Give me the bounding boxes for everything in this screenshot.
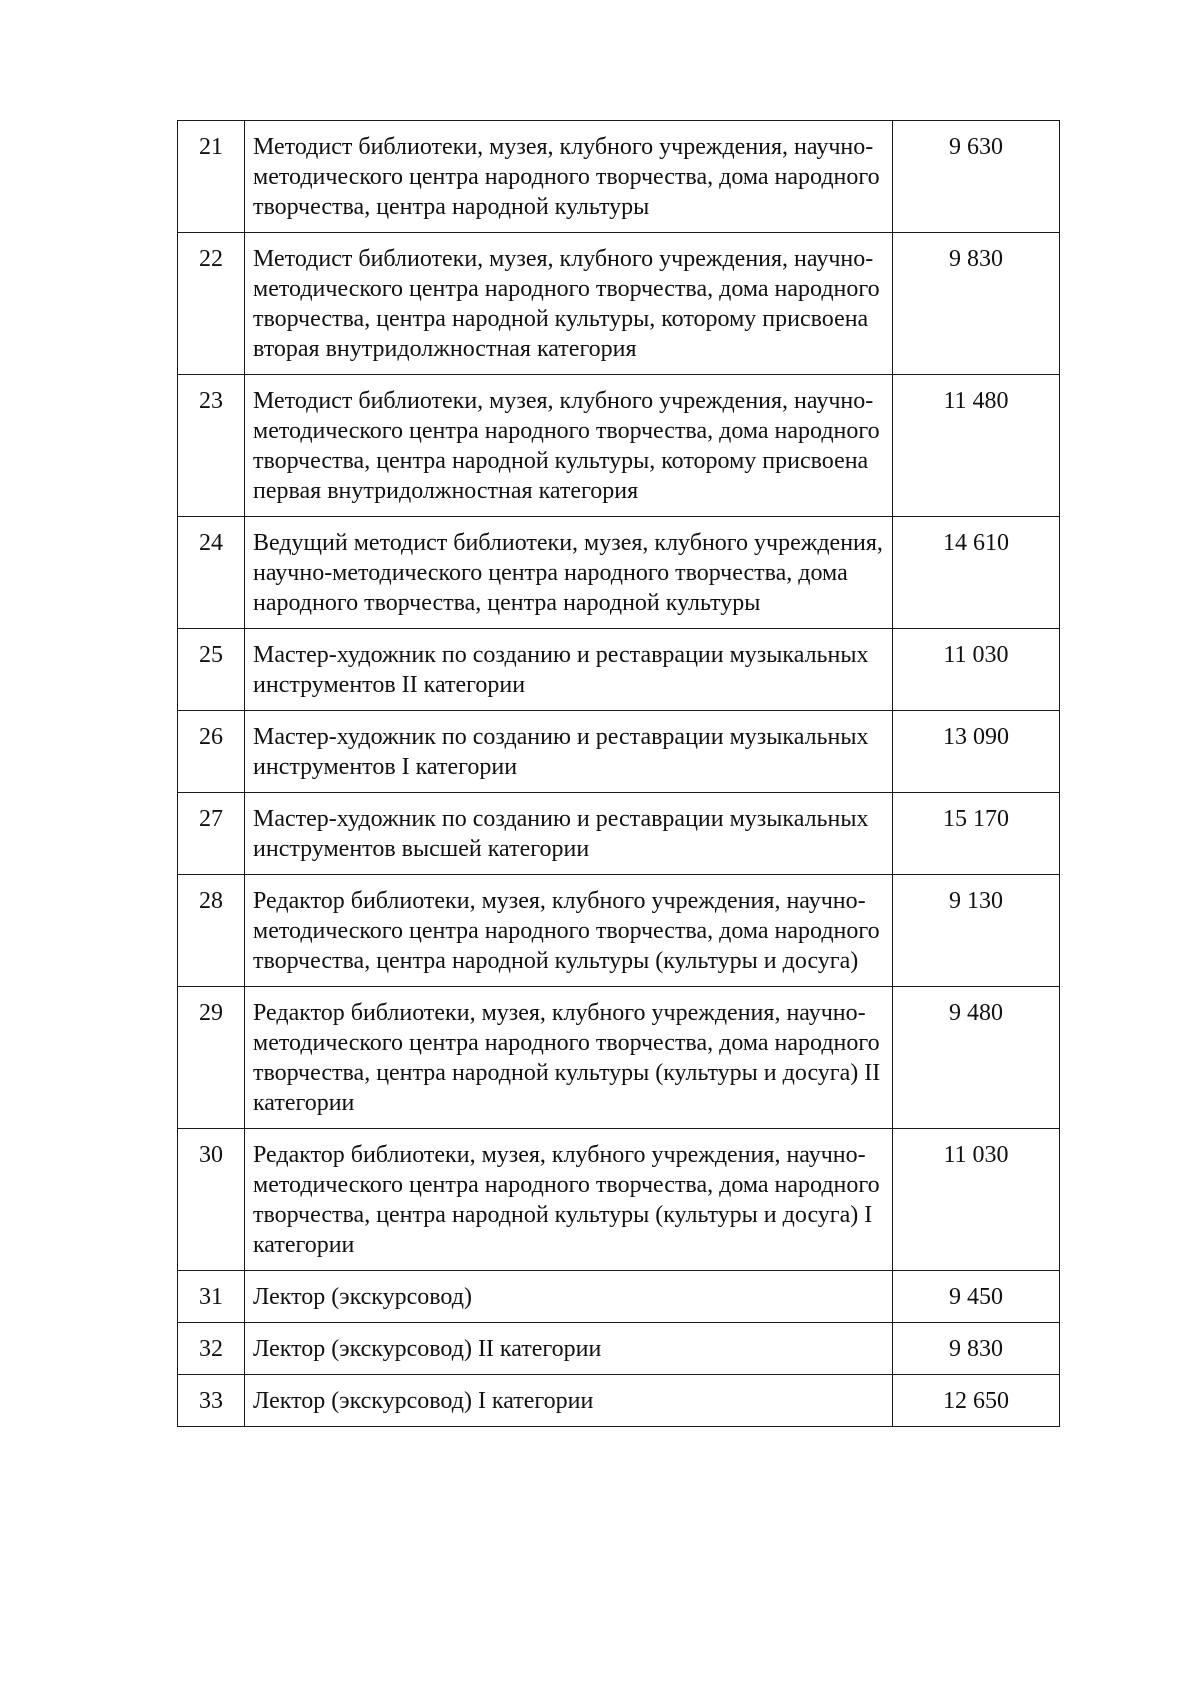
salary-amount: 11 030	[893, 1129, 1060, 1271]
table-row	[178, 793, 1060, 875]
row-number: 31	[178, 1271, 245, 1323]
row-number: 24	[178, 517, 245, 629]
table-row	[178, 629, 1060, 711]
table-row	[178, 517, 1060, 629]
salary-amount: 9 830	[893, 233, 1060, 375]
salary-amount: 9 480	[893, 987, 1060, 1129]
salary-amount: 9 630	[893, 121, 1060, 233]
salary-amount: 11 480	[893, 375, 1060, 517]
position-title: Мастер-художник по созданию и реставрации музыкальных инструментов I категории	[245, 711, 893, 793]
table-row	[178, 1271, 1060, 1323]
row-number: 28	[178, 875, 245, 987]
salary-table	[177, 120, 1060, 1427]
row-number: 22	[178, 233, 245, 375]
salary-amount: 9 450	[893, 1271, 1060, 1323]
salary-amount: 14 610	[893, 517, 1060, 629]
row-number: 32	[178, 1323, 245, 1375]
table-row	[178, 1129, 1060, 1271]
row-number: 27	[178, 793, 245, 875]
salary-table-body	[178, 121, 1060, 1427]
table-row	[178, 875, 1060, 987]
position-title: Методист библиотеки, музея, клубного учреждения, научно-методического центра народного творчества, дома народного творчества, центра народной культуры, которому присвоена первая внутридолжностная категория	[245, 375, 893, 517]
position-title: Лектор (экскурсовод) II категории	[245, 1323, 893, 1375]
row-number: 30	[178, 1129, 245, 1271]
salary-amount: 12 650	[893, 1375, 1060, 1427]
salary-amount: 13 090	[893, 711, 1060, 793]
table-row	[178, 121, 1060, 233]
table-row	[178, 233, 1060, 375]
salary-amount: 9 830	[893, 1323, 1060, 1375]
position-title: Мастер-художник по созданию и реставрации музыкальных инструментов высшей категории	[245, 793, 893, 875]
table-row	[178, 987, 1060, 1129]
row-number: 26	[178, 711, 245, 793]
table-row	[178, 1375, 1060, 1427]
position-title: Лектор (экскурсовод) I категории	[245, 1375, 893, 1427]
position-title: Редактор библиотеки, музея, клубного учреждения, научно-методического центра народного творчества, дома народного творчества, центра народной культуры (культуры и досуга) I категории	[245, 1129, 893, 1271]
position-title: Ведущий методист библиотеки, музея, клубного учреждения, научно-методического центра народного творчества, дома народного творчества, центра народной культуры	[245, 517, 893, 629]
position-title: Мастер-художник по созданию и реставрации музыкальных инструментов II категории	[245, 629, 893, 711]
row-number: 29	[178, 987, 245, 1129]
salary-amount: 11 030	[893, 629, 1060, 711]
position-title: Редактор библиотеки, музея, клубного учреждения, научно-методического центра народного творчества, дома народного творчества, центра народной культуры (культуры и досуга)	[245, 875, 893, 987]
salary-amount: 15 170	[893, 793, 1060, 875]
table-row	[178, 375, 1060, 517]
table-row	[178, 1323, 1060, 1375]
table-row	[178, 711, 1060, 793]
row-number: 21	[178, 121, 245, 233]
position-title: Методист библиотеки, музея, клубного учреждения, научно-методического центра народного творчества, дома народного творчества, центра народной культуры, которому присвоена вторая внутридолжностная категория	[245, 233, 893, 375]
salary-amount: 9 130	[893, 875, 1060, 987]
position-title: Редактор библиотеки, музея, клубного учреждения, научно-методического центра народного творчества, дома народного творчества, центра народной культуры (культуры и досуга) II категории	[245, 987, 893, 1129]
row-number: 23	[178, 375, 245, 517]
position-title: Лектор (экскурсовод)	[245, 1271, 893, 1323]
row-number: 25	[178, 629, 245, 711]
row-number: 33	[178, 1375, 245, 1427]
position-title: Методист библиотеки, музея, клубного учреждения, научно-методического центра народного творчества, дома народного творчества, центра народной культуры	[245, 121, 893, 233]
